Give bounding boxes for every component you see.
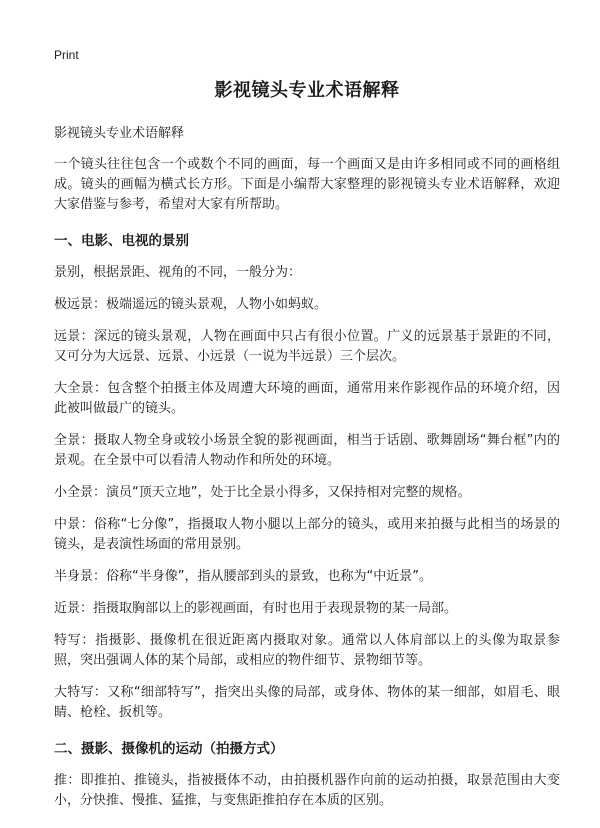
page-title: 影视镜头专业术语解释 (214, 80, 400, 101)
section-heading-1: 一、电影、电视的景别 (54, 233, 189, 249)
paragraph: 景别，根据景距、视角的不同，一般分为： (54, 265, 302, 280)
paragraph: 推：即推拍、推镜头，指被摄体不动，由拍摄机器作向前的运动拍摄，取景范围由大变小，分快推、慢推、猛推，与变焦距推拍存在本质的区别。 (54, 773, 560, 808)
paragraph: 特写：指摄影、摄像机在很近距离内摄取对象。通常以人体肩部以上的头像为取景参照，突出强调人体的某个局部，或相应的物件细节、景物细节等。 (54, 633, 560, 668)
paragraph: 近景：指摄取胸部以上的影视画面，有时也用于表现景物的某一局部。 (54, 601, 458, 616)
paragraph: 远景：深远的镜头景观，人物在画面中只占有很小位置。广义的远景基于景距的不同，又可分为大远景、远景、小远景（一说为半远景）三个层次。 (54, 329, 560, 364)
paragraph: 全景：摄取人物全身或较小场景全貌的影视画面，相当于话剧、歌舞剧场“舞台框”内的景观。在全景中可以看清人物动作和所处的环境。 (54, 433, 560, 468)
paragraph: 半身景：俗称“半身像”，指从腰部到头的景致，也称为“中近景”。 (54, 569, 432, 584)
paragraph: 小全景：演员“顶天立地”，处于比全景小得多，又保持相对完整的规格。 (54, 485, 471, 500)
subtitle: 影视镜头专业术语解释 (54, 126, 185, 141)
section-heading-2: 二、摄影、摄像机的运动（拍摄方式） (54, 741, 284, 757)
paragraph: 中景：俗称“七分像”，指摄取人物小腿以上部分的镜头，或用来拍摄与此相当的场景的镜头，是表演性场面的常用景别。 (54, 517, 560, 552)
intro-paragraph: 一个镜头往往包含一个或数个不同的画面，每一个画面又是由许多相同或不同的画格组成。镜头的画幅为横式长方形。下面是小编帮大家整理的影视镜头专业术语解释，欢迎大家借鉴与参考，希望对大家有所帮助。 (54, 157, 560, 212)
paragraph: 大特写：又称“细部特写”，指突出头像的局部，或身体、物体的某一细部，如眉毛、眼睛、枪栓、扳机等。 (54, 685, 560, 720)
print-link[interactable]: Print (54, 48, 79, 62)
paragraph: 大全景：包含整个拍摄主体及周遭大环境的画面，通常用来作影视作品的环境介绍，因此被叫做最广的镜头。 (54, 381, 560, 416)
paragraph: 极远景：极端遥远的镜头景观，人物小如蚂蚁。 (54, 297, 328, 312)
